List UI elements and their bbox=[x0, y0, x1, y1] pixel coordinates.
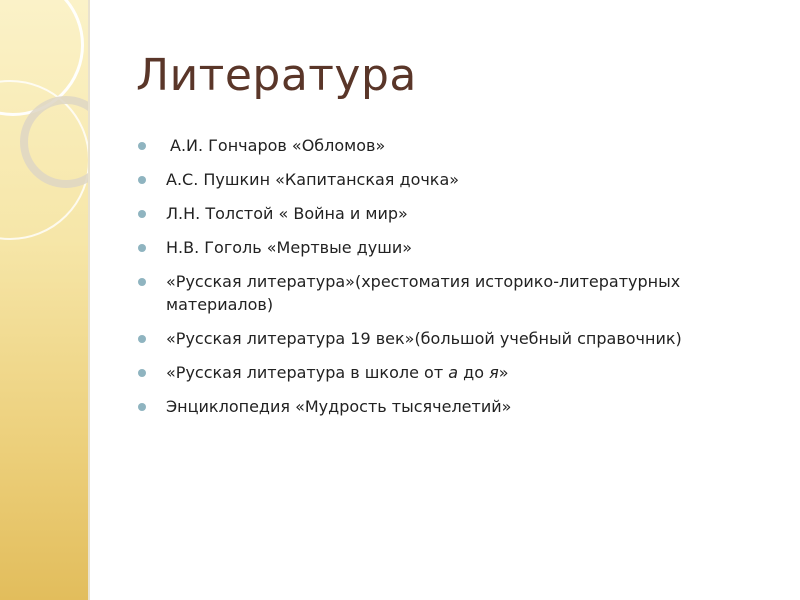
list-item bbox=[136, 236, 766, 259]
list-item bbox=[136, 327, 766, 350]
text-segment: «Русская литература в школе от bbox=[166, 363, 449, 382]
list-item-text: А.И. Гончаров «Обломов» bbox=[170, 136, 386, 155]
bullet-icon bbox=[138, 278, 146, 286]
list-item-text: «Русская литература»(хрестоматия историко-литературных материалов) bbox=[166, 272, 681, 314]
list-item-text: «Русская литература 19 век»(большой учебный справочник) bbox=[166, 329, 682, 348]
list-item-text: А.С. Пушкин «Капитанская дочка» bbox=[166, 170, 460, 189]
slide-title: Литература bbox=[136, 50, 417, 101]
bullet-icon bbox=[138, 369, 146, 377]
text-segment: до bbox=[458, 363, 490, 382]
list-item-text: Л.Н. Толстой « Война и мир» bbox=[166, 204, 408, 223]
bullet-icon bbox=[138, 176, 146, 184]
bullet-icon bbox=[138, 244, 146, 252]
bullet-icon bbox=[138, 403, 146, 411]
list-item bbox=[136, 395, 766, 418]
list-item bbox=[136, 168, 766, 191]
list-item bbox=[136, 134, 766, 157]
text-segment: » bbox=[498, 363, 509, 382]
emphasis-a: а bbox=[448, 363, 459, 382]
bullet-icon bbox=[138, 210, 146, 218]
list-item bbox=[136, 361, 766, 384]
list-item-text bbox=[166, 363, 509, 382]
list-item-text: Н.В. Гоголь «Мертвые души» bbox=[166, 238, 413, 257]
emphasis-ya: я bbox=[489, 363, 499, 382]
list-item bbox=[136, 270, 766, 316]
side-band-divider bbox=[88, 0, 90, 600]
list-item bbox=[136, 202, 766, 225]
decorative-side-band bbox=[0, 0, 88, 600]
bullet-list bbox=[136, 134, 766, 429]
bullet-icon bbox=[138, 335, 146, 343]
bullet-icon bbox=[138, 142, 146, 150]
list-item-text: Энциклопедия «Мудрость тысячелетий» bbox=[166, 397, 512, 416]
